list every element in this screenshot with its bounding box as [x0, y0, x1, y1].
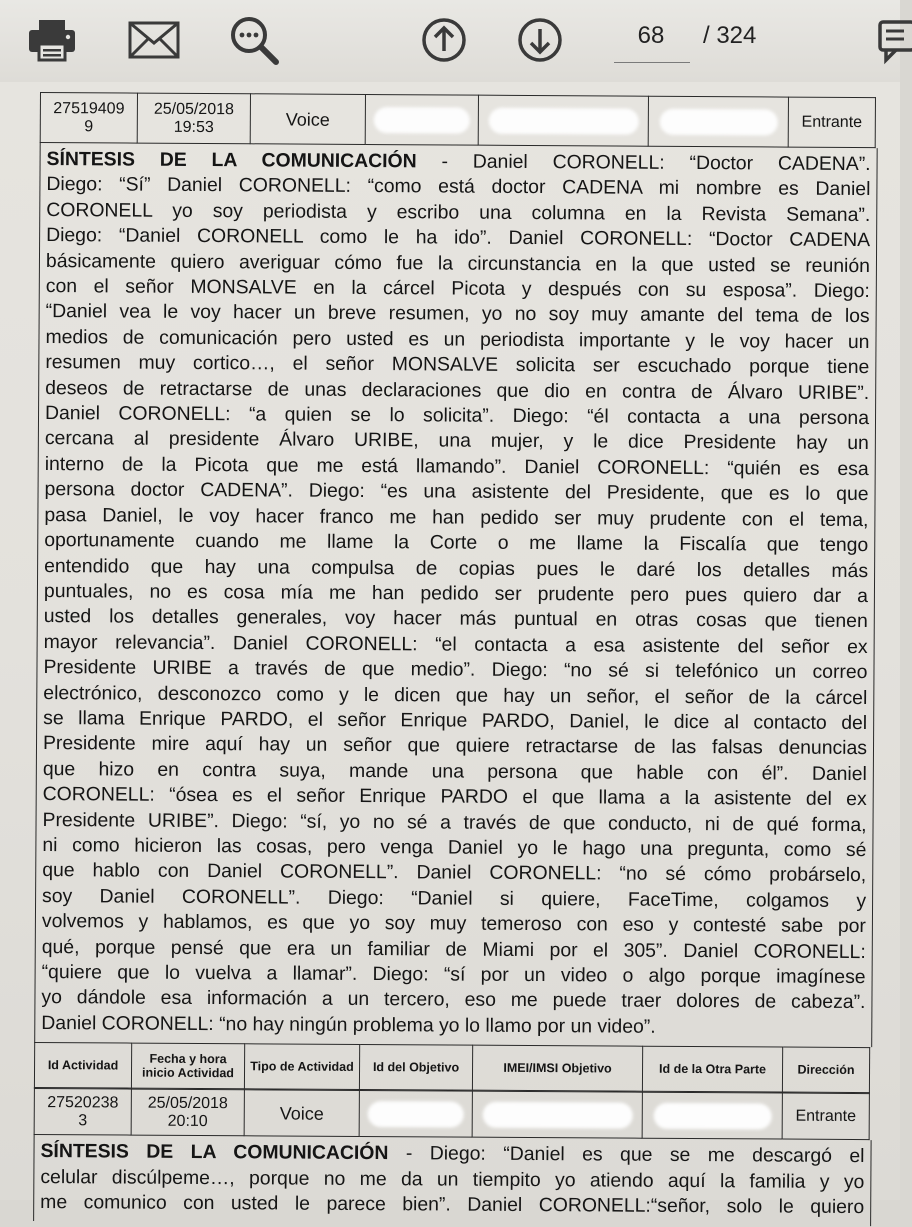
header-activity-type: Tipo de Actividad: [244, 1044, 359, 1090]
page-total: / 324: [703, 22, 757, 49]
synthesis-2-heading: SÍNTESIS DE LA COMUNICACIÓN: [40, 1140, 389, 1165]
synthesis-line: básicamente quiero averiguar cómo fue la circunstancia en la que usted se reunión: [45, 249, 871, 277]
mail-icon[interactable]: [128, 14, 180, 66]
record-2-type: Voice: [244, 1090, 359, 1137]
activity-table-header: [34, 1042, 870, 1093]
synthesis-line: pasa Daniel, le voy hacer franco me han pedido ser muy prudente con el tema,: [44, 503, 869, 531]
record-1-direction: Entrante: [788, 97, 875, 148]
record-1-datetime: 25/05/2018 19:53: [137, 93, 250, 144]
print-icon[interactable]: [26, 14, 78, 66]
record-1-other-party-redacted: [648, 96, 788, 147]
viewer-toolbar: [0, 0, 900, 82]
document-page: [0, 82, 900, 1219]
synthesis-line: soy Daniel CORONELL”. Diego: “Daniel si quiere, FaceTime, colgamos y: [42, 884, 867, 912]
down-arrow-icon[interactable]: [514, 14, 566, 66]
record-1-row: [40, 92, 876, 148]
synthesis-line: celular discúlpeme…, porque no me da un tiempito yo atiendo aquí la familia y yo: [40, 1165, 865, 1193]
synthesis-line: Daniel CORONELL: “no hay ningún problema yo lo llamo por un video”.: [41, 1011, 656, 1038]
communication-synthesis-1: SÍNTESIS DE LA COMUNICACIÓN - Daniel CORONELL: “Doctor CADENA”. Diego: “Sí” Daniel CORONELL: “como está doctor CADENA mi nombre es Daniel CORONELL yo soy periodista y escribo una columna en la Revista Semana”. Diego: “Daniel CORONELL como le ha ido”. Daniel CORONELL: “Doctor CADENA básicamente quiero averiguar cómo fue la circunstancia en la que usted se reunión con el señor MONSALVE en la cárcel Picota y después con su esposa”. Diego: “Daniel vea le voy hacer un breve resumen, yo no soy muy amante del tema de los medios de comunicación pero usted es un periodista importante y le voy hacer un resumen muy cortico…, el señor MONSALVE solicita ser escuchado porque tiene deseos de retractarse de unas declaraciones que dio en contra de Álvaro URIBE”. Daniel CORONELL: “a quien se lo solicita”. Diego: “él contacta a una persona cercana al presidente Álvaro URIBE, una mujer, y le dice Presidente hay un interno de la Picota que me está llamando”. Daniel CORONELL: “quién es esa persona doctor CADENA”. Diego: “es una asistente del Presidente, que es lo que pasa Daniel, le voy hacer franco me han pedido ser muy prudente con el tema, oportunamente cuando me llame la Corte o me llame la Fiscalía que tengo entendido que hay una compulsa de copias pues le daré los detalles más puntuales, no es cosa mía me han pedido ser prudente pero pues quiero dar a usted los detalles generales, voy hacer más puntual en otras cosas que tienen mayor relevancia”. Daniel CORONELL: “el contacta a esa asistente del señor ex Presidente URIBE a través de que medio”. Diego: “no sé si telefónico un correo electrónico, desconozco como y le dicen que hay un señor, el señor de la cárcel se llama Enrique PARDO, el señor Enrique PARDO, Daniel, le dice al contacto del Presidente mire aquí hay un señor que quiere retractarse de las falsas denuncias que hizo en contra suya, mande una persona que hable con él”. Daniel CORONELL: “ósea es el señor Enrique PARDO el que llama a la asistente del ex Presidente URIBE”. Diego: “sí, yo no sé a través de que conducto, ni de qué forma, ni como hicieron las cosas, pero venga Daniel yo le hago una pregunta, como sé que hablo con Daniel CORONELL”. Daniel CORONELL: “no sé cómo probárselo, soy Daniel CORONELL”. Diego: “Daniel si quiere, FaceTime, colgamos y volvemos y hablamos, es que yo soy muy temeroso con eso y contesté sabe por qué, porque pensé que era un familiar de Miami por el 305”. Daniel CORONELL: “quiere que lo vuelva a llamar”. Diego: “sí por un video o algo porque imagínese yo dándole esa información a un tercero, eso me puede traer dolores de cabeza”. Daniel CORONELL: “no hay ningún problema yo lo llamo por un video”.: [34, 143, 877, 1047]
synthesis-line: deseos de retractarse de unas declaraciones que dio en contra de Álvaro URIBE”.: [45, 376, 870, 404]
record-2-other-party-redacted: [642, 1092, 782, 1139]
page-number-underline: [614, 62, 690, 63]
synthesis-line: Presidente URIBE”. Diego: “sí, yo no sé a través de que conducto, ni de qué forma,: [42, 808, 867, 836]
synthesis-line: interno de la Picota que me está llamando”. Daniel CORONELL: “quién es esa: [44, 452, 869, 480]
synthesis-line: puntuales, no es cosa mía me han pedido ser prudente pero pues quiero dar a: [43, 579, 869, 607]
synthesis-line: “quiere que lo vuelva a llamar”. Diego: “sí por un video o algo porque imagínese: [41, 961, 866, 989]
synthesis-line: CORONELL: “ósea es el señor Enrique PARDO el que llama a la asistente del ex: [42, 783, 867, 811]
header-objective-id: Id del Objetivo: [359, 1045, 472, 1091]
synthesis-line: yo dándole esa información a un tercero, eso me puede traer dolores de cabeza”.: [41, 986, 866, 1014]
synthesis-line: que hizo en contra suya, mande una persona que hable con él”. Daniel: [42, 757, 867, 785]
record-1-type: Voice: [250, 94, 365, 145]
record-1-id: 27519409 9: [40, 93, 137, 144]
synthesis-line: Presidente mire aquí hay un señor que quiere retractarse de las falsas denuncias: [42, 732, 868, 760]
record-2-id: 27520238 3: [34, 1089, 131, 1136]
synthesis-line: me comunico con usted le parece bien”. Daniel CORONELL:“señor, solo le quiero: [40, 1191, 865, 1219]
synthesis-line: resumen muy cortico…, el señor MONSALVE solicita ser escuchado porque tiene: [45, 351, 870, 379]
synthesis-line: mayor relevancia”. Daniel CORONELL: “el contacta a esa asistente del señor ex: [43, 630, 868, 658]
synthesis-line: CORONELL yo soy periodista y escribo una columna en la Revista Semana”.: [46, 198, 871, 226]
header-imei: IMEI/IMSI Objetivo: [472, 1045, 642, 1091]
synthesis-1-heading: SÍNTESIS DE LA COMUNICACIÓN: [46, 148, 417, 173]
synthesis-line: Daniel CORONELL: “a quien se lo solicita”. Diego: “él contacta a una persona: [44, 402, 870, 430]
synthesis-line: se llama Enrique PARDO, el señor Enrique PARDO, Daniel, le dice al contacto del: [43, 706, 868, 735]
synthesis-line: “Daniel vea le voy hacer un breve resumen, yo no soy muy amante del tema de los: [45, 300, 870, 328]
synthesis-line: usted los detalles generales, voy hacer más puntual en otras cosas que tienen: [43, 605, 868, 633]
synthesis-line: Diego: “Sí” Daniel CORONELL: “como está doctor CADENA mi nombre es Daniel: [46, 173, 871, 201]
synthesis-line: qué, porque pensé que era un familiar de Miami por el 305”. Daniel CORONELL:: [41, 935, 866, 963]
record-2-row: [34, 1088, 870, 1140]
record-1-objective-redacted: [365, 94, 478, 145]
synthesis-line: oportunamente cuando me llame la Corte o me llame la Fiscalía que tengo: [44, 529, 869, 557]
header-datetime: Fecha y hora inicio Actividad: [131, 1043, 244, 1089]
search-icon[interactable]: [228, 14, 280, 66]
record-2-objective-redacted: [359, 1091, 472, 1138]
header-direction: Dirección: [782, 1047, 869, 1093]
synthesis-line: Presidente URIBE a través de que medio”. Diego: “no sé si telefónico un correo: [43, 656, 868, 684]
synthesis-line: Diego: “Daniel CORONELL como le ha ido”. Daniel CORONELL: “Doctor CADENA: [46, 224, 871, 252]
synthesis-line: medios de comunicación pero usted es un periodista importante y le voy hacer un: [45, 325, 870, 353]
synthesis-line: electrónico, desconozco como y le dicen que hay un señor, el señor de la cárcel: [43, 681, 868, 709]
synthesis-line: cercana al presidente Álvaro URIBE, una mujer, y le dice Presidente hay un: [44, 427, 869, 455]
synthesis-line: que hablo con Daniel CORONELL”. Daniel CORONELL: “no sé cómo probárselo,: [42, 859, 867, 887]
communication-synthesis-2: SÍNTESIS DE LA COMUNICACIÓN - Diego: “Daniel es que se me descargó el celular discúlpeme…, porque no me da un tiempito yo atiendo aquí la familia y yo me comunico con usted le parece bien”. Daniel CORONELL:“señor, solo le quiero: [33, 1135, 872, 1226]
record-2-datetime: 25/05/2018 20:10: [131, 1089, 244, 1136]
document-content: [33, 92, 878, 1227]
record-1-imei-redacted: [478, 95, 648, 146]
comment-icon[interactable]: [872, 14, 912, 66]
synthesis-line: persona doctor CADENA”. Diego: “es una asistente del Presidente, que es lo que: [44, 478, 869, 506]
record-2-direction: Entrante: [782, 1093, 869, 1140]
synthesis-line: con el señor MONSALVE en la cárcel Picota y después con su esposa”. Diego:: [45, 275, 870, 303]
synthesis-line: ni como hicieron las cosas, pero venga Daniel yo le hago una pregunta, como sé: [42, 833, 867, 862]
record-2-imei-redacted: [472, 1091, 642, 1138]
synthesis-line: entendido que hay una compulsa de copias pues le daré los detalles más: [44, 554, 869, 582]
page-number-input[interactable]: 68: [637, 22, 665, 49]
header-other-party: Id de la Otra Parte: [642, 1046, 782, 1092]
up-arrow-icon[interactable]: [418, 14, 470, 66]
synthesis-line: volvemos y hablamos, es que yo soy muy temeroso con eso y contesté sabe por: [41, 910, 866, 938]
header-id-activity: Id Actividad: [34, 1043, 131, 1089]
